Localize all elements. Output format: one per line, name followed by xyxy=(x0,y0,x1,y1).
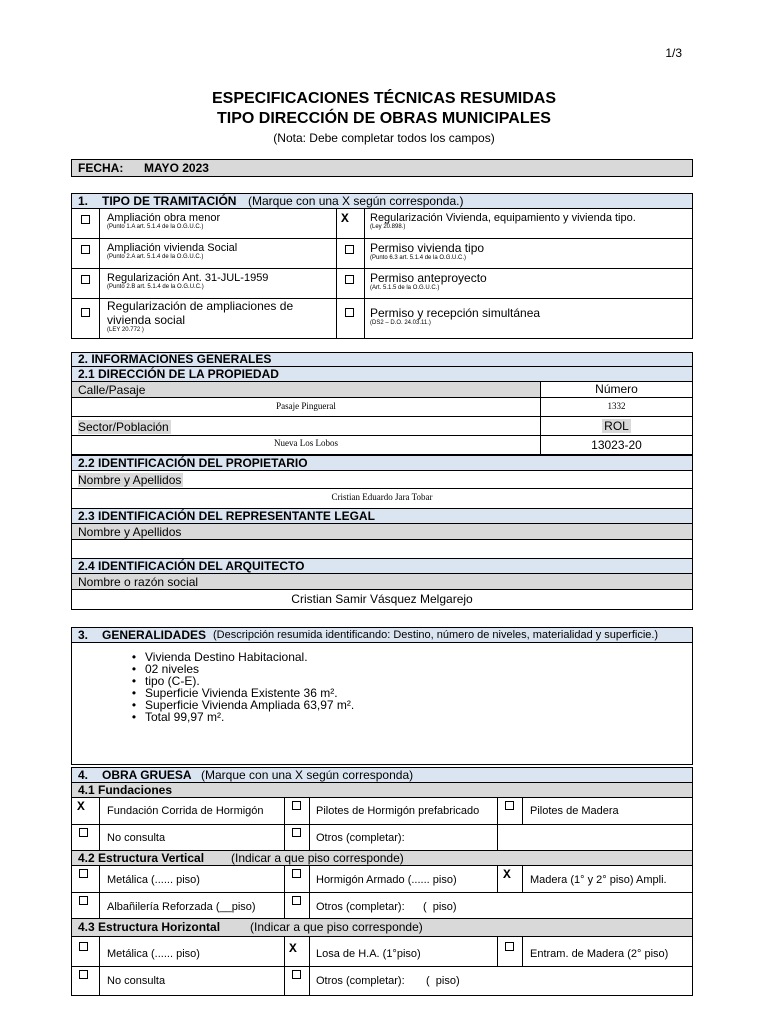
numero-label-cell: Número xyxy=(540,381,693,398)
generalidades-box xyxy=(71,642,693,765)
checkbox-metalica-horiz[interactable] xyxy=(79,942,88,951)
checkbox-pilotes-hormigon[interactable] xyxy=(292,801,301,810)
title-line-2: TIPO DIRECCIÓN DE OBRAS MUNICIPALES xyxy=(217,110,551,127)
checkbox-regularizacion-ant[interactable] xyxy=(81,275,90,284)
title-note: (Nota: Debe completar todos los campos) xyxy=(273,131,495,145)
option-otros-fund: Otros (completar): xyxy=(316,832,405,844)
checkbox-otros-fund[interactable] xyxy=(292,828,301,837)
option-otros-vert: Otros (completar): ( piso) xyxy=(316,901,457,913)
option-fundacion-corrida: Fundación Corrida de Hormigón xyxy=(107,805,264,817)
list-item: • 02 niveles xyxy=(123,663,354,675)
numero-value: 1332 xyxy=(540,397,693,417)
checkbox-otros-horiz[interactable] xyxy=(292,970,301,979)
option-no-consulta-fund: No consulta xyxy=(107,832,166,844)
fecha-label: FECHA: xyxy=(78,161,124,175)
list-item: • Superficie Vivienda Ampliada 63,97 m². xyxy=(123,699,354,711)
sector-label-cell: Sector/Población xyxy=(71,416,541,436)
section2-header: 2. INFORMACIONES GENERALES xyxy=(71,352,693,367)
section1-title: TIPO DE TRAMITACIÓN xyxy=(102,194,237,208)
checkbox-regularizacion-ampliaciones[interactable] xyxy=(81,308,90,317)
section4-1-header: 4.1 Fundaciones xyxy=(71,782,693,798)
section1-header xyxy=(71,193,693,209)
checkbox-permiso-anteproyecto[interactable] xyxy=(345,275,354,284)
section2-2-header: 2.2 IDENTIFICACIÓN DEL PROPIETARIO xyxy=(71,455,693,471)
list-item: • Superficie Vivienda Existente 36 m². xyxy=(123,687,354,699)
option-permiso-recepcion: Permiso y recepción simultánea (DS2 – D.O. 24.03.11.) xyxy=(370,306,541,326)
option-albanileria: Albañilería Reforzada (__piso) xyxy=(107,901,256,913)
generalidades-list xyxy=(123,651,354,723)
option-pilotes-hormigon: Pilotes de Hormigón prefabricado xyxy=(316,805,480,817)
propietario-label-cell: Nombre y Apellidos xyxy=(71,470,693,489)
option-metalica-horiz: Metálica (...... piso) xyxy=(107,948,200,960)
title-line-1: ESPECIFICACIONES TÉCNICAS RESUMIDAS xyxy=(211,90,557,107)
arquitecto-label-cell: Nombre o razón social xyxy=(71,573,693,590)
sector-value: Nueva Los Lobos xyxy=(71,435,541,455)
section1-hint: (Marque con una X según corresponda.) xyxy=(248,194,464,208)
checkbox-regularizacion-vivienda[interactable]: X xyxy=(341,211,349,226)
checkbox-ampliacion-obra-menor[interactable] xyxy=(81,215,90,224)
option-ampliacion-vivienda-social: Ampliación vivienda Social (Punto 2.A art. 5.1.4 de la O.G.U.C.) xyxy=(107,242,238,260)
section4-3-header: 4.3 Estructura Horizontal (Indicar a que piso corresponde) xyxy=(71,918,693,937)
representante-value xyxy=(71,539,693,559)
option-regularizacion-ampliaciones: Regularización de ampliaciones de vivienda social (LEY 20.772 ) xyxy=(107,299,294,333)
option-metalica-vert: Metálica (...... piso) xyxy=(107,874,200,886)
option-ampliacion-obra-menor: Ampliación obra menor (Punto 1.A art. 5.1.4 de la O.G.U.C.) xyxy=(107,212,221,230)
option-permiso-anteproyecto: Permiso anteproyecto (Art. 5.1.5 de la O.G.U.C.) xyxy=(370,271,487,291)
checkbox-pilotes-madera[interactable] xyxy=(505,801,514,810)
section1-number: 1. xyxy=(78,194,89,208)
rol-value: 13023-20 xyxy=(540,435,693,455)
fecha-row xyxy=(71,159,693,177)
arquitecto-value: Cristian Samir Vásquez Melgarejo xyxy=(71,589,693,610)
option-entramado-madera: Entram. de Madera (2° piso) xyxy=(530,948,669,960)
option-otros-horiz: Otros (completar): ( piso) xyxy=(316,975,460,987)
calle-value: Pasaje Pingueral xyxy=(71,397,541,417)
representante-label-cell: Nombre y Apellidos xyxy=(71,523,693,540)
section2-1-header: 2.1 DIRECCIÓN DE LA PROPIEDAD xyxy=(71,366,693,382)
checkbox-ampliacion-vivienda-social[interactable] xyxy=(81,245,90,254)
checkbox-entramado-madera[interactable] xyxy=(505,942,514,951)
section4-2-header: 4.2 Estructura Vertical (Indicar a que piso corresponde) xyxy=(71,850,693,866)
fecha-value: MAYO 2023 xyxy=(144,161,209,175)
checkbox-otros-vert[interactable] xyxy=(292,896,301,905)
checkbox-permiso-vivienda-tipo[interactable] xyxy=(345,245,354,254)
checkbox-no-consulta-horiz[interactable] xyxy=(79,970,88,979)
option-madera-vert: Madera (1° y 2° piso) Ampli. xyxy=(530,874,667,886)
checkbox-albanileria[interactable] xyxy=(79,896,88,905)
calle-label-cell: Calle/Pasaje xyxy=(71,381,541,398)
section2-3-header: 2.3 IDENTIFICACIÓN DEL REPRESENTANTE LEGAL xyxy=(71,508,693,524)
option-hormigon-armado: Hormigón Armado (...... piso) xyxy=(316,874,457,886)
checkbox-no-consulta-fund[interactable] xyxy=(79,828,88,837)
checkbox-metalica-vert[interactable] xyxy=(79,869,88,878)
option-regularizacion-vivienda: Regularización Vivienda, equipamiento y vivienda tipo. (Ley 20.898.) xyxy=(370,212,636,230)
section3-header: 3. GENERALIDADES (Descripción resumida identificando: Destino, número de niveles, materialidad y superficie.) xyxy=(71,627,693,643)
checkbox-hormigon-armado[interactable] xyxy=(292,869,301,878)
option-permiso-vivienda-tipo: Permiso vivienda tipo (Punto 6.3 art. 5.1.4 de la O.G.U.C.) xyxy=(370,241,485,261)
checkbox-permiso-recepcion[interactable] xyxy=(345,308,354,317)
option-losa-ha: Losa de H.A. (1°piso) xyxy=(316,948,421,960)
section2-4-header: 2.4 IDENTIFICACIÓN DEL ARQUITECTO xyxy=(71,558,693,574)
option-pilotes-madera: Pilotes de Madera xyxy=(530,805,619,817)
checkbox-madera-vert[interactable]: X xyxy=(503,867,511,882)
list-item: • tipo (C-E). xyxy=(123,675,354,687)
page-number: 1/3 xyxy=(665,46,682,60)
propietario-value: Cristian Eduardo Jara Tobar xyxy=(71,488,693,509)
checkbox-fundacion-corrida[interactable]: X xyxy=(77,799,85,814)
list-item: • Vivienda Destino Habitacional. xyxy=(123,651,354,663)
option-regularizacion-ant: Regularización Ant. 31-JUL-1959 (Punto 2.B art. 5.1.4 de la O.G.U.C.) xyxy=(107,272,269,290)
list-item: • Total 99,97 m². xyxy=(123,711,354,723)
option-no-consulta-horiz: No consulta xyxy=(107,975,166,987)
checkbox-losa-ha[interactable]: X xyxy=(289,941,297,956)
section4-header: 4. OBRA GRUESA (Marque con una X según corresponda) xyxy=(71,767,693,783)
rol-label-cell: ROL xyxy=(540,416,693,436)
